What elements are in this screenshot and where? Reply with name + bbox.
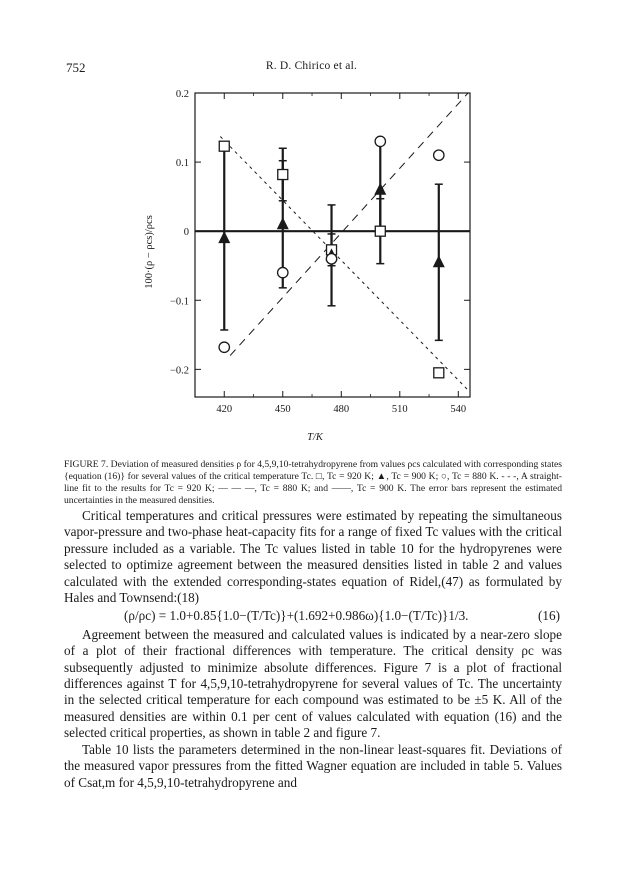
running-head: R. D. Chirico et al.	[265, 60, 358, 72]
marker-square-1	[278, 170, 288, 180]
marker-circle-1	[278, 267, 288, 277]
caption-line-1: Deviation of measured densities ρ for 4,5,9,10-tetrahydropyrene from values ρcs calculated	[110, 459, 462, 470]
body-text	[64, 508, 562, 791]
caption-label: FIGURE 7.	[64, 459, 109, 470]
y-tick-label-2: 0	[183, 227, 189, 239]
figure-caption	[64, 459, 562, 507]
equation-16	[64, 606, 562, 626]
fit-line-dotted-dash	[220, 137, 468, 391]
marker-square-4	[434, 368, 444, 378]
paragraph-2: Agreement between the measured and calculated values is indicated by a near-zero slope of a plot of their fractional differences with temperature. The critical density ρc was subsequently adjusted to minimize absolute differences. Figure 7 is a plot of fractional differences against T for 4,5,9,10-tetrahydropyrene for several values of Tc. The uncertainty in the selected critical temperature for each compound was estimated to be ±5 K. All of the measured densities are within 0.1 per cent of values calculated with equation (16) and the selected critical properties, as shown in table 2 and figure 7.	[64, 626, 562, 741]
x-tick-label-540: 540	[450, 404, 467, 415]
caption-line-3: ▲, Tc = 900 K; ○, Tc = 880 K. - - -, A straight-line fit to the results for Tc = 920 K; — — —, Tc = 880 K;	[64, 471, 562, 494]
marker-square-0	[219, 141, 229, 151]
marker-triangle-0	[218, 231, 230, 243]
y-axis-label: 100·(ρ − ρcs)/ρcs	[144, 215, 155, 289]
marker-circle-3	[375, 136, 385, 146]
x-tick-label-510: 510	[391, 404, 408, 415]
y-tick-label-0: 0.2	[175, 89, 189, 100]
x-tick-label-480: 480	[333, 404, 350, 415]
x-tick-label-420: 420	[216, 404, 233, 415]
marker-triangle-1	[277, 217, 289, 229]
marker-circle-4	[434, 150, 444, 160]
paragraph-1: Critical temperatures and critical pressures were estimated by repeating the simultaneous vapor-pressure and two-phase heat-capacity fits for a range of fixed Tc values with the critical pressure included as a variable. The Tc values listed in table 10 for the hydropyrenes were selected to optimize agreement between the measured densities listed in table 2 and values calculated with the extended corresponding-states equation of Ridel,(47) as formulated by Hales and Townsend:(18)	[64, 508, 562, 606]
y-tick-label-4: −0.2	[169, 365, 189, 377]
page-number: 752	[66, 60, 86, 75]
marker-triangle-4	[433, 255, 445, 267]
marker-square-3	[375, 226, 385, 236]
y-tick-label-1: 0.1	[175, 158, 189, 170]
marker-circle-0	[219, 342, 229, 352]
marker-circle-2	[326, 254, 336, 264]
equation-text: (ρ/ρc) = 1.0+0.85{1.0−(T/Tc)}+(1.692+0.986ω){1.0−(T/Tc)}1/3.	[124, 608, 469, 624]
x-tick-label-450: 450	[274, 404, 291, 415]
y-tick-label-3: −0.1	[169, 296, 189, 308]
fit-line-dashed	[230, 93, 468, 356]
equation-number: (16)	[538, 608, 560, 624]
caption-line-2: with corresponding states {equation (16)} for several values of the critical temperature Tc. □, Tc = 920 K;	[64, 459, 562, 482]
caption-line-4: and ——, Tc = 900 K. The error bars represent the estimated uncertainties in the measured densities.	[64, 483, 562, 506]
x-axis-label: T/K	[307, 432, 323, 443]
paragraph-3: Table 10 lists the parameters determined in the non-linear least-squares fit. Deviations of the measured vapor pressures from the fitted Wagner equation are included in table 5. Values of Csat,m for 4,5,9,10-tetrahydropyrene and	[64, 741, 562, 790]
